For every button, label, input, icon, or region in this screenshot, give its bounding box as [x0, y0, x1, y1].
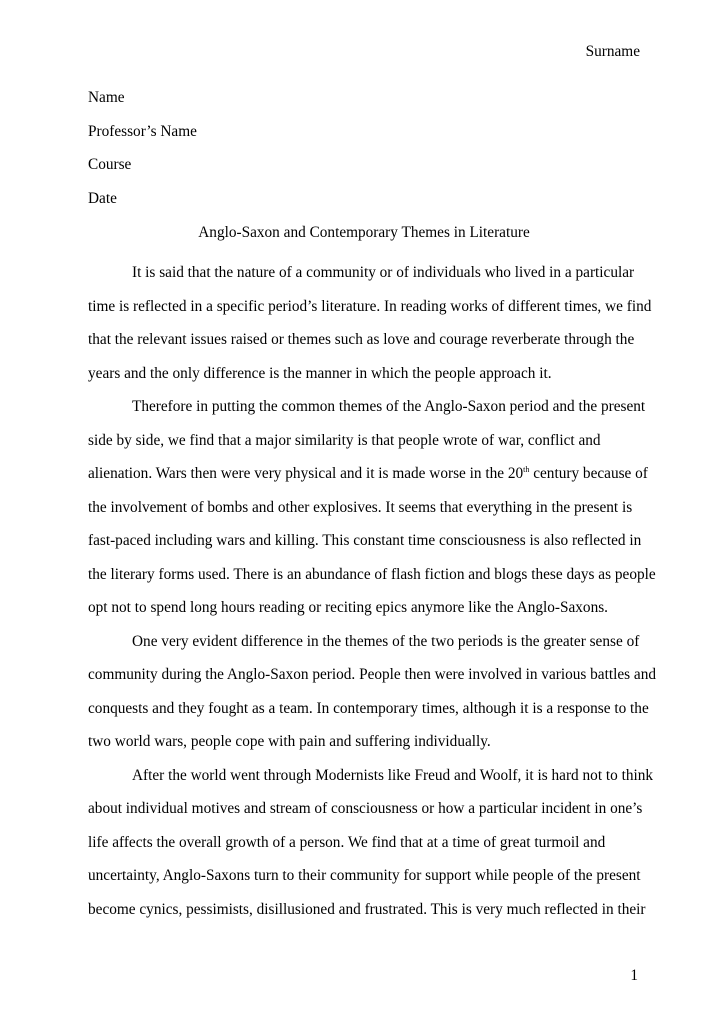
paragraph-3 [88, 625, 657, 759]
text-line: It is said that the nature of a community or of individuals who lived in a particular [132, 264, 635, 281]
text-line: fast-paced including wars and killing. This constant time consciousness is also reflected in [88, 532, 642, 549]
course: Course [88, 156, 132, 173]
text-line: opt not to spend long hours reading or reciting epics anymore like the Anglo-Saxons. [88, 599, 608, 616]
text-line: that the relevant issues raised or themes such as love and courage reverberate through the [88, 331, 635, 348]
text-segment: alienation. Wars then were very physical and it is made worse in the 20 [88, 465, 524, 482]
text-line: Therefore in putting the common themes of the Anglo-Saxon period and the present [132, 398, 646, 415]
text-line: become cynics, pessimists, disillusioned and frustrated. This is very much reflected in their [88, 900, 646, 918]
student-name: Name [88, 89, 125, 106]
text-line: uncertainty, Anglo-Saxons turn to their community for support while people of the present [88, 867, 641, 884]
essay-body [88, 256, 657, 926]
text-segment: century because of [529, 465, 648, 482]
paragraph-4 [88, 759, 654, 927]
text-line: time is reflected in a specific period’s literature. In reading works of different times, we find [88, 297, 652, 315]
text-line: the literary forms used. There is an abundance of flash fiction and blogs these days as people [88, 565, 656, 583]
ordinal-superscript: th [523, 465, 530, 474]
paragraph-1 [88, 256, 652, 390]
essay-title: Anglo-Saxon and Contemporary Themes in Literature [198, 224, 530, 241]
text-line: the involvement of bombs and other explosives. It seems that everything in the present is [88, 498, 633, 516]
text-line: years and the only difference is the manner in which the people approach it. [88, 364, 552, 382]
paragraph-2 [88, 390, 656, 625]
text-line: One very evident difference in the themes of the two periods is the greater sense of [132, 632, 640, 650]
text-line: side by side, we find that a major similarity is that people wrote of war, conflict and [88, 431, 601, 449]
running-head: Surname [585, 43, 640, 60]
text-line-with-superscript [88, 457, 648, 491]
date: Date [88, 190, 117, 207]
page-number: 1 [630, 967, 638, 984]
text-line: conquests and they fought as a team. In contemporary times, although it is a response to the [88, 699, 649, 717]
text-line: two world wars, people cope with pain and suffering individually. [88, 733, 491, 750]
text-line: life affects the overall growth of a person. We find that at a time of great turmoil and [88, 833, 606, 851]
professor-name: Professor’s Name [88, 123, 197, 140]
text-line: After the world went through Modernists like Freud and Woolf, it is hard not to think [132, 766, 654, 784]
text-line: community during the Anglo-Saxon period. People then were involved in various battles and [88, 666, 657, 683]
text-line: about individual motives and stream of consciousness or how a particular incident in one’s [88, 800, 643, 817]
